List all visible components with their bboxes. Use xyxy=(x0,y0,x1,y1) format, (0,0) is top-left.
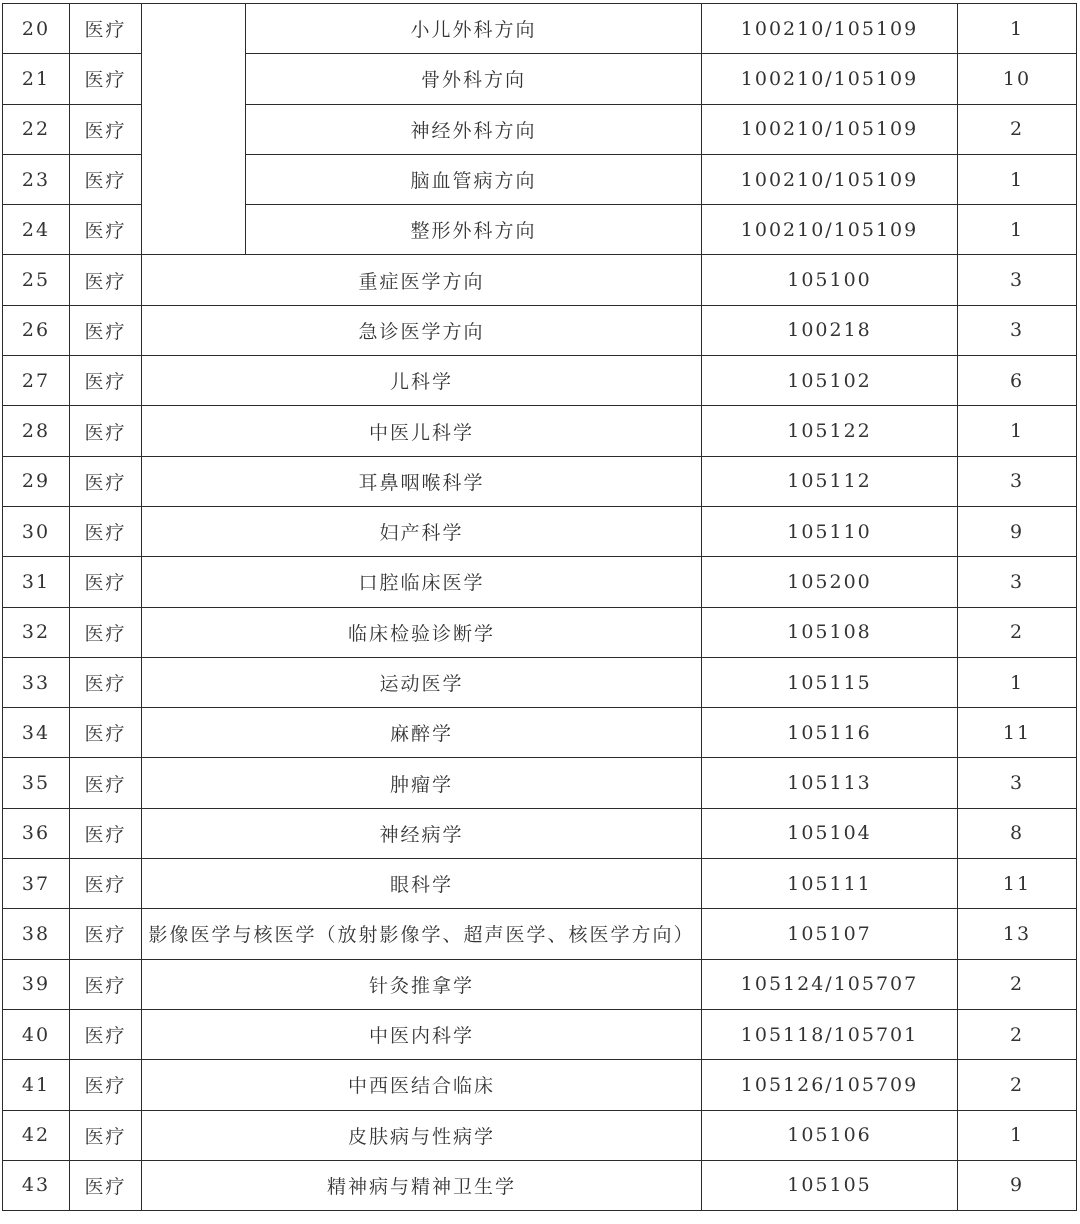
row-code: 105126/105709 xyxy=(702,1060,958,1110)
row-count: 1 xyxy=(958,1110,1077,1160)
row-number: 20 xyxy=(3,4,70,54)
row-category: 医疗 xyxy=(70,1060,142,1110)
row-major: 儿科学 xyxy=(142,356,702,406)
row-count: 2 xyxy=(958,1060,1077,1110)
row-number: 22 xyxy=(3,104,70,154)
row-count: 2 xyxy=(958,104,1077,154)
row-number: 27 xyxy=(3,356,70,406)
row-count: 3 xyxy=(958,456,1077,506)
row-count: 3 xyxy=(958,557,1077,607)
row-code: 105122 xyxy=(702,406,958,456)
table-row xyxy=(3,1060,1077,1110)
row-number: 25 xyxy=(3,255,70,305)
row-major: 中医内科学 xyxy=(142,1009,702,1059)
row-count: 13 xyxy=(958,909,1077,959)
row-number: 36 xyxy=(3,808,70,858)
row-code: 105111 xyxy=(702,859,958,909)
row-major: 眼科学 xyxy=(142,859,702,909)
table-row xyxy=(3,657,1077,707)
row-major: 耳鼻咽喉科学 xyxy=(142,456,702,506)
row-count: 3 xyxy=(958,758,1077,808)
row-major: 神经外科方向 xyxy=(246,104,702,154)
row-number: 31 xyxy=(3,557,70,607)
row-major: 中医儿科学 xyxy=(142,406,702,456)
row-category: 医疗 xyxy=(70,255,142,305)
row-code: 105113 xyxy=(702,758,958,808)
row-code: 100210/105109 xyxy=(702,205,958,255)
row-number: 43 xyxy=(3,1160,70,1210)
row-number: 34 xyxy=(3,708,70,758)
row-count: 11 xyxy=(958,859,1077,909)
row-count: 9 xyxy=(958,1160,1077,1210)
row-number: 33 xyxy=(3,657,70,707)
row-number: 38 xyxy=(3,909,70,959)
table-row xyxy=(3,708,1077,758)
row-number: 30 xyxy=(3,506,70,556)
row-category: 医疗 xyxy=(70,607,142,657)
row-code: 105124/105707 xyxy=(702,959,958,1009)
table-row xyxy=(3,959,1077,1009)
row-category: 医疗 xyxy=(70,557,142,607)
row-code: 105200 xyxy=(702,557,958,607)
merged-parent-cell xyxy=(142,4,246,255)
row-number: 21 xyxy=(3,54,70,104)
row-count: 2 xyxy=(958,1009,1077,1059)
row-code: 105108 xyxy=(702,607,958,657)
row-code: 105105 xyxy=(702,1160,958,1210)
row-major: 骨外科方向 xyxy=(246,54,702,104)
row-code: 105110 xyxy=(702,506,958,556)
row-code: 100210/105109 xyxy=(702,154,958,204)
enrollment-table xyxy=(2,3,1077,1211)
row-count: 3 xyxy=(958,305,1077,355)
row-number: 37 xyxy=(3,859,70,909)
row-major: 针灸推拿学 xyxy=(142,959,702,1009)
row-major: 小儿外科方向 xyxy=(246,4,702,54)
row-major: 神经病学 xyxy=(142,808,702,858)
row-major: 精神病与精神卫生学 xyxy=(142,1160,702,1210)
row-count: 1 xyxy=(958,205,1077,255)
row-category: 医疗 xyxy=(70,506,142,556)
row-count: 8 xyxy=(958,808,1077,858)
table-row xyxy=(3,909,1077,959)
table-row xyxy=(3,1160,1077,1210)
row-number: 39 xyxy=(3,959,70,1009)
row-code: 105100 xyxy=(702,255,958,305)
row-code: 105116 xyxy=(702,708,958,758)
table-row xyxy=(3,607,1077,657)
row-count: 9 xyxy=(958,506,1077,556)
row-code: 105104 xyxy=(702,808,958,858)
row-category: 医疗 xyxy=(70,758,142,808)
row-count: 1 xyxy=(958,406,1077,456)
row-count: 1 xyxy=(958,4,1077,54)
row-code: 105102 xyxy=(702,356,958,406)
row-category: 医疗 xyxy=(70,1110,142,1160)
row-number: 26 xyxy=(3,305,70,355)
row-number: 40 xyxy=(3,1009,70,1059)
row-major: 脑血管病方向 xyxy=(246,154,702,204)
row-number: 24 xyxy=(3,205,70,255)
row-major: 重症医学方向 xyxy=(142,255,702,305)
row-major: 整形外科方向 xyxy=(246,205,702,255)
table-row xyxy=(3,859,1077,909)
row-major: 肿瘤学 xyxy=(142,758,702,808)
row-category: 医疗 xyxy=(70,205,142,255)
row-category: 医疗 xyxy=(70,808,142,858)
row-code: 105107 xyxy=(702,909,958,959)
table-row xyxy=(3,1009,1077,1059)
table-row xyxy=(3,305,1077,355)
table-row xyxy=(3,557,1077,607)
table-row xyxy=(3,758,1077,808)
row-category: 医疗 xyxy=(70,4,142,54)
row-count: 2 xyxy=(958,959,1077,1009)
row-major: 麻醉学 xyxy=(142,708,702,758)
row-category: 医疗 xyxy=(70,356,142,406)
row-number: 42 xyxy=(3,1110,70,1160)
row-major: 临床检验诊断学 xyxy=(142,607,702,657)
row-number: 23 xyxy=(3,154,70,204)
row-major: 皮肤病与性病学 xyxy=(142,1110,702,1160)
row-count: 1 xyxy=(958,154,1077,204)
row-count: 2 xyxy=(958,607,1077,657)
row-code: 100210/105109 xyxy=(702,104,958,154)
row-number: 29 xyxy=(3,456,70,506)
row-category: 医疗 xyxy=(70,959,142,1009)
table-row xyxy=(3,356,1077,406)
row-code: 100218 xyxy=(702,305,958,355)
table-row xyxy=(3,456,1077,506)
row-number: 32 xyxy=(3,607,70,657)
row-count: 11 xyxy=(958,708,1077,758)
row-category: 医疗 xyxy=(70,859,142,909)
row-code: 105106 xyxy=(702,1110,958,1160)
row-count: 1 xyxy=(958,657,1077,707)
row-major: 中西医结合临床 xyxy=(142,1060,702,1110)
row-major: 运动医学 xyxy=(142,657,702,707)
row-category: 医疗 xyxy=(70,54,142,104)
row-number: 35 xyxy=(3,758,70,808)
table-row xyxy=(3,1110,1077,1160)
row-code: 105115 xyxy=(702,657,958,707)
row-code: 100210/105109 xyxy=(702,54,958,104)
table-row xyxy=(3,406,1077,456)
row-major: 口腔临床医学 xyxy=(142,557,702,607)
row-major: 影像医学与核医学（放射影像学、超声医学、核医学方向） xyxy=(142,909,702,959)
row-count: 3 xyxy=(958,255,1077,305)
row-category: 医疗 xyxy=(70,1009,142,1059)
row-category: 医疗 xyxy=(70,104,142,154)
row-count: 6 xyxy=(958,356,1077,406)
row-category: 医疗 xyxy=(70,406,142,456)
table-row xyxy=(3,255,1077,305)
row-category: 医疗 xyxy=(70,1160,142,1210)
row-category: 医疗 xyxy=(70,305,142,355)
row-code: 105112 xyxy=(702,456,958,506)
row-category: 医疗 xyxy=(70,657,142,707)
row-category: 医疗 xyxy=(70,708,142,758)
row-major: 急诊医学方向 xyxy=(142,305,702,355)
table-row xyxy=(3,506,1077,556)
row-code: 105118/105701 xyxy=(702,1009,958,1059)
row-code: 100210/105109 xyxy=(702,4,958,54)
row-count: 10 xyxy=(958,54,1077,104)
row-number: 41 xyxy=(3,1060,70,1110)
row-category: 医疗 xyxy=(70,909,142,959)
table-row xyxy=(3,808,1077,858)
row-major: 妇产科学 xyxy=(142,506,702,556)
table-row xyxy=(3,4,1077,54)
row-category: 医疗 xyxy=(70,154,142,204)
row-category: 医疗 xyxy=(70,456,142,506)
row-number: 28 xyxy=(3,406,70,456)
